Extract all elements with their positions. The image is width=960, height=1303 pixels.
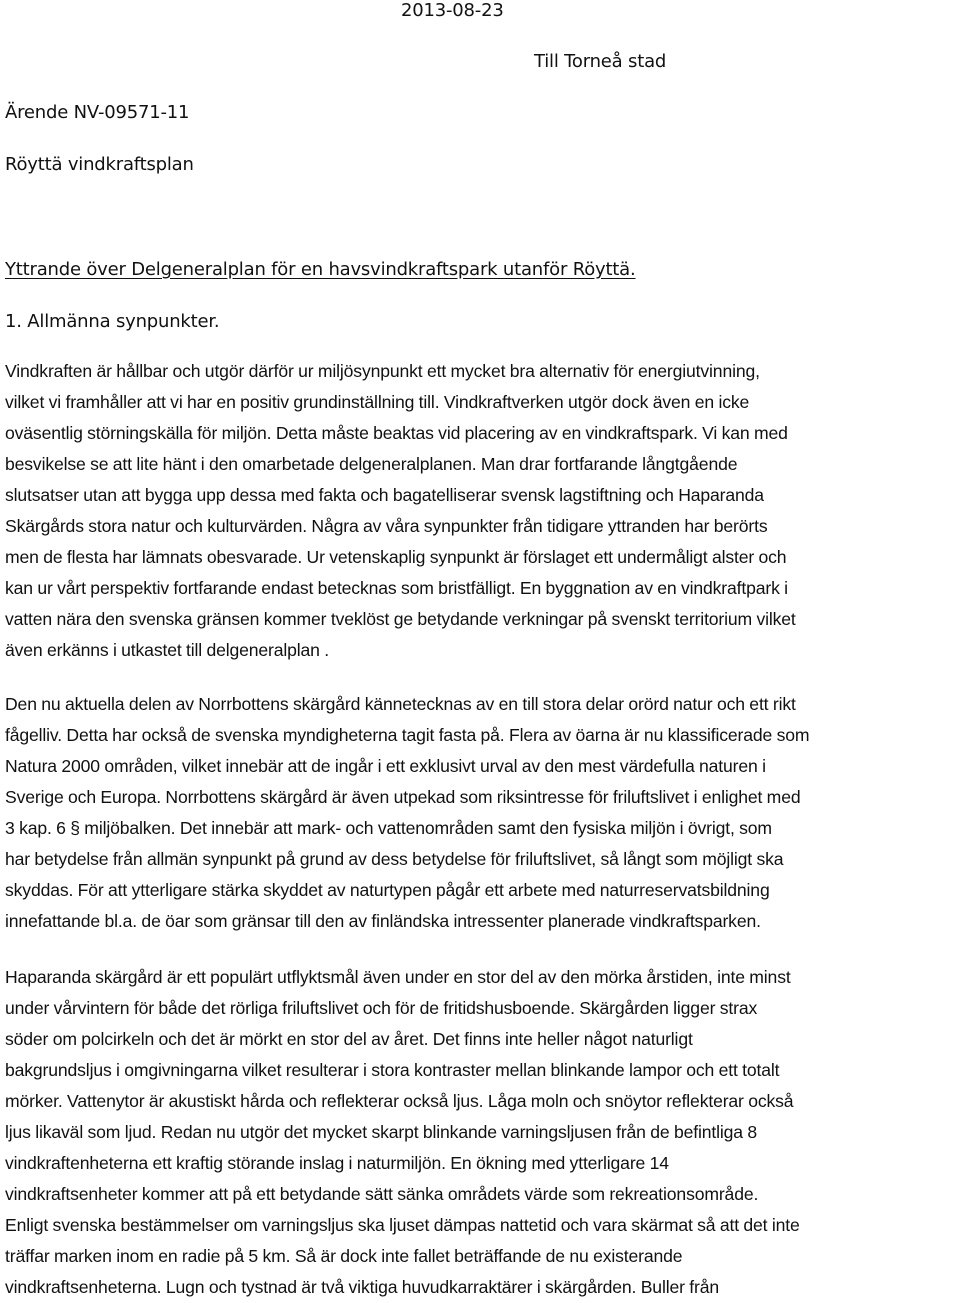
recipient-line: Till Torneå stad (534, 51, 667, 72)
text-line: men de flesta har lämnats obesvarade. Ur vetenskaplig synpunkt är förslaget ett undermåligt alster och (5, 547, 787, 567)
text-line: bakgrundsljus i omgivningarna vilket resulterar i stora kontraster mellan blinkande lampor och ett totalt (5, 1060, 780, 1080)
plan-name: Röyttä vindkraftsplan (5, 154, 194, 175)
text-line: söder om polcirkeln och det är mörkt en stor del av året. Det finns inte heller något naturligt (5, 1029, 693, 1049)
text-line: Skärgårds stora natur och kulturvärden. Några av våra synpunkter från tidigare yttranden har berörts (5, 516, 768, 536)
text-line: 3 kap. 6 § miljöbalken. Det innebär att mark- och vattenområden samt den fysiska miljön i övrigt, som (5, 818, 772, 838)
text-line: Haparanda skärgård är ett populärt utflyktsmål även under en stor del av den mörka årstiden, inte minst (5, 967, 791, 987)
text-line: vindkraftenheterna ett kraftig störande inslag i naturmiljön. En ökning med ytterligare 14 (5, 1153, 669, 1173)
text-line: oväsentlig störningskälla för miljön. Detta måste beaktas vid placering av en vindkraftspark. Vi kan med (5, 423, 788, 443)
text-line: skyddas. För att ytterligare stärka skyddet av naturtypen pågår ett arbete med naturreservatsbildning (5, 880, 770, 900)
text-line: vindkraftsenheterna. Lugn och tystnad är två viktiga huvudkarraktärer i skärgården. Buller från (5, 1277, 719, 1297)
text-line: fågelliv. Detta har också de svenska myndigheterna tagit fasta på. Flera av öarna är nu klassificerade som (5, 725, 810, 745)
text-line: ljus likaväl som ljud. Redan nu utgör det mycket skarpt blinkande varningsljusen från de befintliga 8 (5, 1122, 757, 1142)
text-line: Enligt svenska bestämmelser om varningsljus ska ljuset dämpas nattetid och vara skärmat så att det inte (5, 1215, 800, 1235)
section-heading: 1. Allmänna synpunkter. (5, 311, 220, 332)
text-line: vatten nära den svenska gränsen kommer tveklöst ge betydande verkningar på svenskt territorium vilket (5, 609, 796, 629)
text-line: besvikelse se att lite hänt i den omarbetade delgeneralplanen. Man drar fortfarande långtgående (5, 454, 738, 474)
text-line: vilket vi framhåller att vi har en positiv grundinställning till. Vindkraftverken utgör dock även en icke (5, 392, 750, 412)
text-line: Vindkraften är hållbar och utgör därför ur miljösynpunkt ett mycket bra alternativ för energiutvinning, (5, 361, 760, 381)
text-line: Natura 2000 områden, vilket innebär att de ingår i ett exklusivt urval av den mest värdefulla naturen i (5, 756, 766, 776)
text-line: Sverige och Europa. Norrbottens skärgård är även utpekad som riksintresse för friluftslivet i enlighet med (5, 787, 801, 807)
case-reference: Ärende NV-09571-11 (5, 102, 190, 123)
letter-date: 2013-08-23 (401, 0, 504, 21)
text-line: under vårvintern för både det rörliga friluftslivet och för de fritidshusboende. Skärgården ligger strax (5, 998, 758, 1018)
text-line: slutsatser utan att bygga upp dessa med fakta och bagatelliserar svensk lagstiftning och Haparanda (5, 485, 764, 505)
body-paragraph (5, 962, 960, 1303)
body-paragraph (5, 356, 960, 666)
subject-line: Yttrande över Delgeneralplan för en havsvindkraftspark utanför Röyttä. (5, 259, 636, 280)
body-paragraph (5, 689, 960, 937)
text-line: kan ur vårt perspektiv fortfarande endast betecknas som bristfälligt. En byggnation av en vindkraftpark i (5, 578, 788, 598)
text-line: vindkraftsenheter kommer att på ett betydande sätt sänka områdets värde som rekreationsområde. (5, 1184, 759, 1204)
text-line: har betydelse från allmän synpunkt på grund av dess betydelse för friluftslivet, så långt som möjligt ska (5, 849, 784, 869)
text-line: Den nu aktuella delen av Norrbottens skärgård kännetecknas av en till stora delar orörd natur och ett rikt (5, 694, 796, 714)
text-line: träffar marken inom en radie på 5 km. Så är dock inte fallet beträffande de nu existerande (5, 1246, 683, 1266)
text-line: mörker. Vattenytor är akustiskt hårda och reflekterar också ljus. Låga moln och snöytor reflekterar också (5, 1091, 794, 1111)
text-line: innefattande bl.a. de öar som gränsar till den av finländska intressenter planerade vindkraftsparken. (5, 911, 761, 931)
text-line: även erkänns i utkastet till delgeneralplan . (5, 640, 329, 660)
